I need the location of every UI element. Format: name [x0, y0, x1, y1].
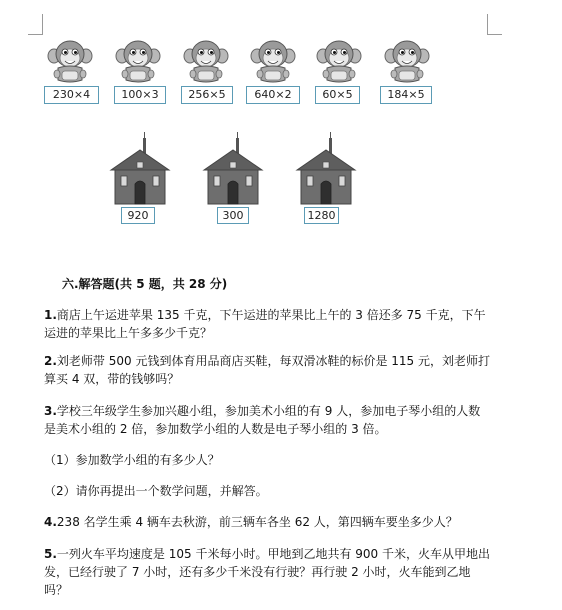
question-number: 2. — [44, 354, 57, 368]
question-3-part-1 — [44, 451, 492, 469]
page-corner-mark-top-left — [28, 14, 43, 35]
house-number-label: 1280 — [304, 207, 339, 224]
question-number: 3. — [44, 404, 57, 418]
monkey-expression-label: 230×4 — [44, 86, 99, 104]
question-5 — [44, 545, 492, 599]
page-corner-mark-top-right — [487, 14, 502, 35]
question-1 — [44, 306, 492, 342]
question-text: （2）请你再提出一个数学问题，并解答。 — [44, 484, 268, 498]
question-2 — [44, 352, 492, 388]
question-text: 刘老师带 500 元钱到体育用品商店买鞋，每双滑冰鞋的标价是 115 元，刘老师打算买 4 双，带的钱够吗？ — [44, 354, 490, 386]
monkey-expression-label: 256×5 — [181, 86, 233, 104]
question-text: （1）参加数学小组的有多少人？ — [44, 453, 220, 467]
monkey-illustration — [247, 38, 299, 84]
house-number-label: 920 — [121, 207, 155, 224]
monkey-expression-label: 60×5 — [315, 86, 360, 104]
house-number-label: 300 — [217, 207, 249, 224]
question-text: 一列火车平均速度是 105 千米每小时。甲地到乙地共有 900 千米，火车从甲地出发，已经行驶了 7 小时，还有多少千米没有行驶？再行驶 2 小时，火车能到乙地吗？ — [44, 547, 490, 597]
house-illustration — [200, 132, 266, 210]
question-4 — [44, 513, 492, 531]
monkey-expression-label: 100×3 — [114, 86, 166, 104]
question-text: 238 名学生乘 4 辆车去秋游，前三辆车各坐 62 人，第四辆车要坐多少人？ — [56, 515, 458, 529]
question-number: 1. — [44, 308, 57, 322]
monkey-illustration — [44, 38, 96, 84]
monkey-illustration — [180, 38, 232, 84]
house-illustration — [293, 132, 359, 210]
question-number: 5. — [44, 547, 57, 561]
section-title: 六.解答题(共 5 题，共 28 分) — [62, 277, 228, 291]
monkey-expression-label: 184×5 — [380, 86, 432, 104]
monkey-illustration — [112, 38, 164, 84]
monkey-illustration — [381, 38, 433, 84]
question-3-part-2 — [44, 482, 492, 500]
question-text: 学校三年级学生参加兴趣小组，参加美术小组的有 9 人，参加电子琴小组的人数是美术小组的 2 倍，参加数学小组的人数是电子琴小组的 3 倍。 — [44, 404, 481, 436]
question-text: 商店上午运进苹果 135 千克，下午运进的苹果比上午的 3 倍还多 75 千克，下午运进的苹果比上午多多少千克？ — [44, 308, 486, 340]
monkey-expression-label: 640×2 — [246, 86, 300, 104]
question-number: 4. — [44, 515, 57, 529]
monkey-illustration — [313, 38, 365, 84]
question-3 — [44, 402, 492, 438]
house-illustration — [107, 132, 173, 210]
